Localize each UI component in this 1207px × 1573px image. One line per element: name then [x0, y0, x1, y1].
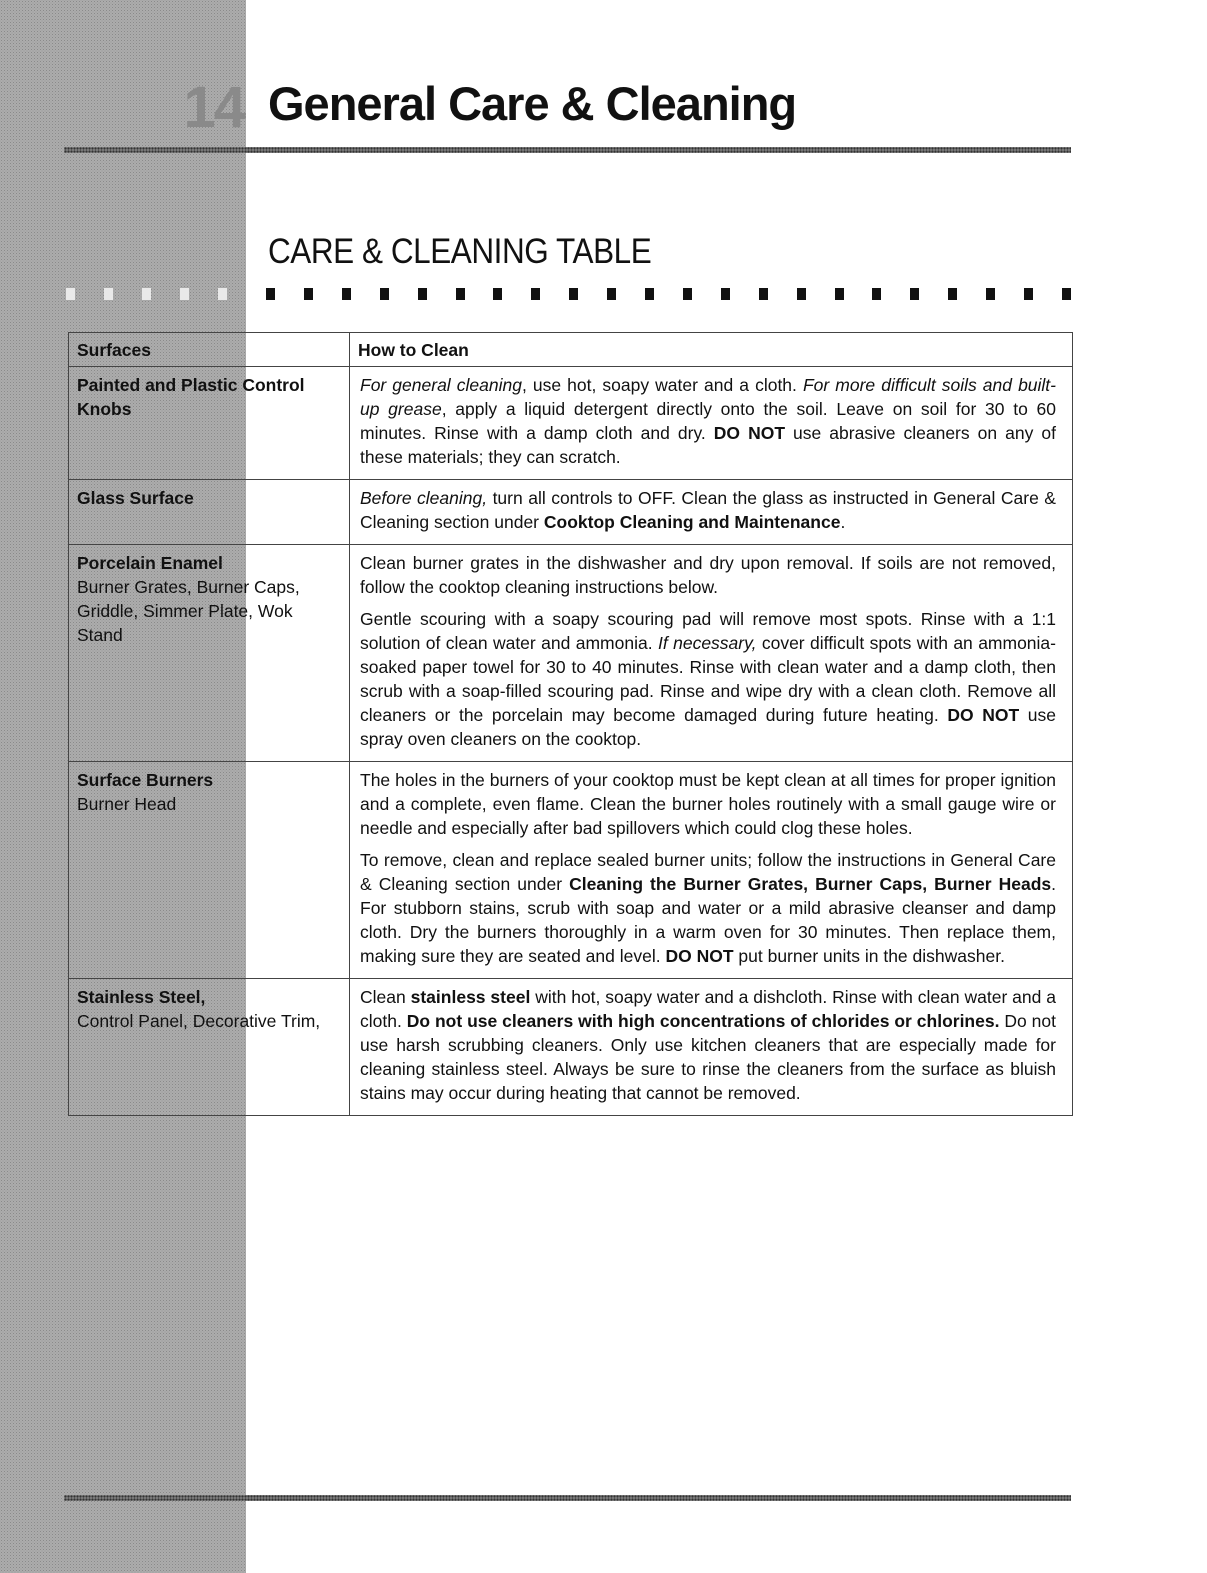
section-dot	[456, 288, 465, 300]
section-dot	[304, 288, 313, 300]
section-dot-row	[266, 288, 1076, 301]
surface-name: Painted and Plastic Control Knobs	[77, 375, 305, 419]
text-segment: , apply a liquid detergent directly onto the soil. Leave on soil for 30 to 60 minutes. Rinse with a damp cloth and dry.	[360, 399, 1056, 443]
surface-name: Glass Surface	[77, 488, 194, 508]
how-to-clean-cell	[350, 545, 1073, 762]
section-dot	[683, 288, 692, 300]
text-segment: Clean	[360, 987, 411, 1007]
section-dot	[948, 288, 957, 300]
header-rule	[64, 147, 1071, 153]
surface-cell	[69, 979, 350, 1116]
table-row	[69, 979, 1073, 1116]
column-header-surfaces: Surfaces	[69, 333, 350, 367]
section-dot-light	[142, 288, 151, 300]
care-cleaning-table	[68, 332, 1073, 1116]
bold-text: DO NOT	[665, 946, 734, 966]
surface-cell	[69, 480, 350, 545]
section-dot	[835, 288, 844, 300]
italic-text: For more difficult soils and built-up grease	[360, 375, 1056, 419]
bold-text: DO NOT	[713, 423, 786, 443]
text-segment: To remove, clean and replace sealed burner units; follow the instructions in General Care & Cleaning section under	[360, 850, 1056, 894]
surface-parts: Control Panel, Decorative Trim,	[77, 1011, 321, 1031]
section-dot	[759, 288, 768, 300]
section-dot	[645, 288, 654, 300]
instruction-paragraph	[360, 985, 1056, 1105]
page-number: 14	[183, 75, 244, 140]
bold-text: Do not use cleaners with high concentrations of chlorides or chlorines.	[406, 1011, 1000, 1031]
instruction-paragraph	[360, 373, 1056, 469]
footer-rule	[64, 1495, 1071, 1501]
how-to-clean-cell	[350, 979, 1073, 1116]
surface-name: Porcelain Enamel	[77, 553, 223, 573]
surface-name: Stainless Steel,	[77, 987, 206, 1007]
section-dot	[266, 288, 275, 300]
text-segment: . For stubborn stains, scrub with soap and water or a mild abrasive cleanser and damp cloth. Dry the burners thoroughly in a warm oven for 30 minutes. Then replace them, making sure they are seated and level.	[360, 874, 1056, 966]
surface-name: Surface Burners	[77, 770, 214, 790]
text-segment: use spray oven cleaners on the cooktop.	[360, 705, 1057, 749]
table-row	[69, 762, 1073, 979]
text-segment: Gentle scouring with a soapy scouring pad will remove most spots. Rinse with a 1:1 solution of clean water and ammonia.	[360, 609, 1056, 653]
text-segment: The holes in the burners of your cooktop must be kept clean at all times for proper ignition and a complete, even flame. Clean the burner holes routinely with a small gauge wire or needle and especially after bad spillovers which could clog these holes.	[360, 770, 1056, 838]
section-dot	[1062, 288, 1071, 300]
section-dot	[872, 288, 881, 300]
instruction-paragraph	[360, 486, 1056, 534]
bold-text: stainless steel	[410, 987, 531, 1007]
table-row	[69, 480, 1073, 545]
section-dot	[910, 288, 919, 300]
section-dot	[797, 288, 806, 300]
how-to-clean-cell	[350, 762, 1073, 979]
how-to-clean-cell	[350, 480, 1073, 545]
section-dot	[607, 288, 616, 300]
chapter-title: General Care & Cleaning	[268, 77, 797, 130]
instruction-paragraph	[360, 848, 1056, 968]
how-to-clean-cell	[350, 367, 1073, 480]
italic-text: For general cleaning	[360, 375, 522, 395]
instruction-paragraph	[360, 551, 1056, 599]
section-dot	[380, 288, 389, 300]
instruction-paragraph	[360, 768, 1056, 840]
surface-parts: Burner Grates, Burner Caps, Griddle, Simmer Plate, Wok Stand	[77, 577, 300, 645]
section-dot-light	[66, 288, 75, 300]
section-dot	[493, 288, 502, 300]
text-segment: Do not use harsh scrubbing cleaners. Only use kitchen cleaners that are especially made for cleaning stainless steel. Always be sure to rinse the cleaners from the surface as bluish stains may occur during heating that cannot be removed.	[360, 1011, 1056, 1103]
section-dot	[721, 288, 730, 300]
section-dot-light	[104, 288, 113, 300]
section-dot	[1024, 288, 1033, 300]
table-row	[69, 367, 1073, 480]
surface-parts: Burner Head	[77, 794, 177, 814]
text-segment: put burner units in the dishwasher.	[733, 946, 1005, 966]
surface-cell	[69, 545, 350, 762]
text-segment: turn all controls to OFF. Clean the glass as instructed in General Care & Cleaning section under	[360, 488, 1056, 532]
table-row	[69, 545, 1073, 762]
section-dot-light	[218, 288, 227, 300]
section-dot	[569, 288, 578, 300]
text-segment: , use hot, soapy water and a cloth.	[521, 375, 803, 395]
text-segment: use abrasive cleaners on any of these materials; they can scratch.	[360, 423, 1056, 467]
bold-text: DO NOT	[947, 705, 1020, 725]
section-dot	[986, 288, 995, 300]
section-dot	[342, 288, 351, 300]
surface-cell	[69, 367, 350, 480]
table-header-row	[69, 333, 1073, 367]
column-header-how-to-clean: How to Clean	[350, 333, 1073, 367]
text-segment: .	[840, 512, 846, 532]
section-dot-row-light	[66, 288, 246, 301]
bold-text: Cleaning the Burner Grates, Burner Caps, Burner Heads	[569, 874, 1052, 894]
text-segment: with hot, soapy water and a dishcloth. Rinse with clean water and a cloth.	[360, 987, 1056, 1031]
surface-cell	[69, 762, 350, 979]
section-dot-light	[180, 288, 189, 300]
section-dot	[531, 288, 540, 300]
bold-text: Cooktop Cleaning and Maintenance	[543, 512, 841, 532]
section-dot	[418, 288, 427, 300]
italic-text: Before cleaning,	[360, 488, 488, 508]
text-segment: cover difficult spots with an ammonia-soaked paper towel for 30 to 40 minutes. Rinse with clean water and a damp cloth, then scrub with a soap-filled scouring pad. Rinse and wipe dry with a clean cloth. Remove all cleaners or the porcelain may become damaged during future heating.	[360, 633, 1056, 725]
instruction-paragraph	[360, 607, 1056, 751]
italic-text: If necessary,	[657, 633, 757, 653]
text-segment: Clean burner grates in the dishwasher and dry upon removal. If soils are not removed, follow the cooktop cleaning instructions below.	[360, 553, 1056, 597]
section-title: CARE & CLEANING TABLE	[268, 232, 652, 271]
